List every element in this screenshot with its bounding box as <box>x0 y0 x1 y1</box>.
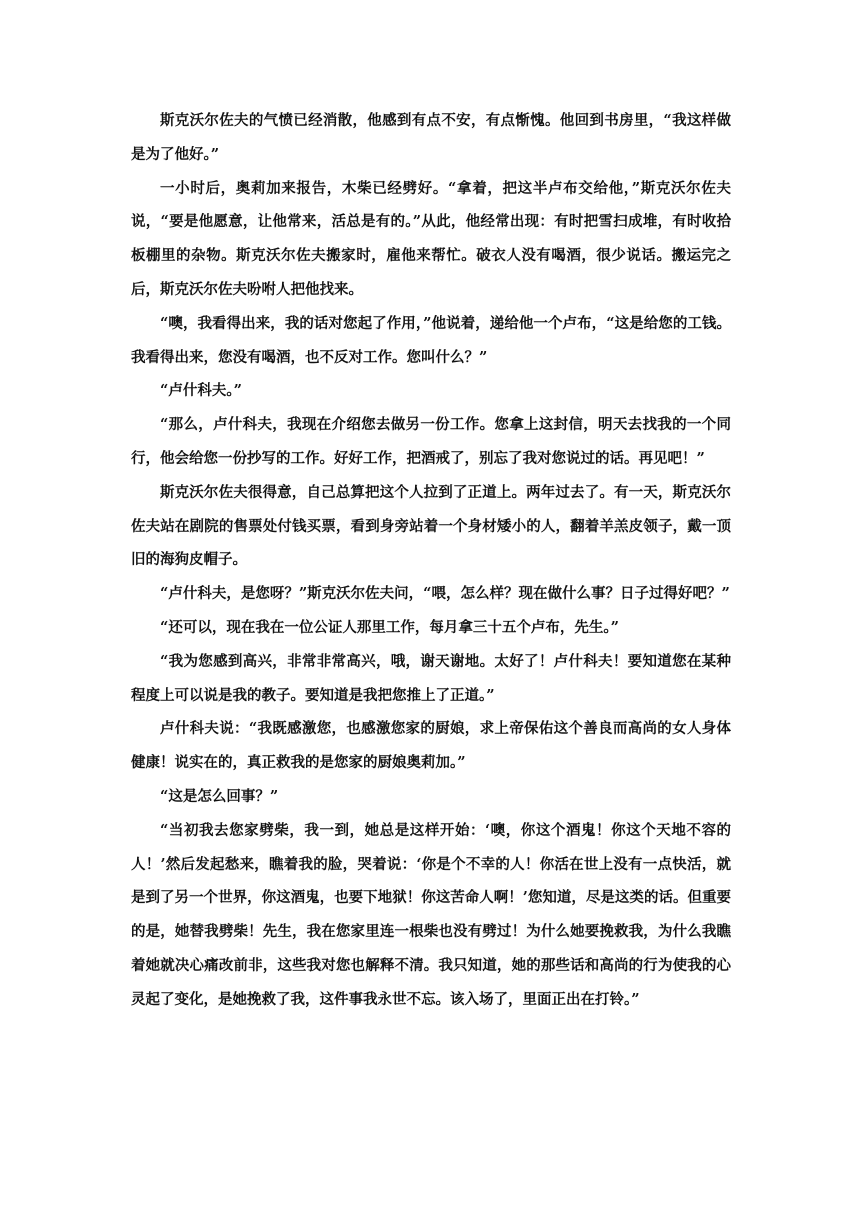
paragraph: 斯克沃尔佐夫的气愤已经消散，他感到有点不安，有点惭愧。他回到书房里，“我这样做是为了他好。” <box>131 112 731 163</box>
paragraph: “卢什科夫。” <box>160 382 242 400</box>
paragraph: “这是怎么回事？” <box>160 787 279 805</box>
paragraph: “噢，我看得出来，我的话对您起了作用，”他说着，递给他一个卢布，“这是给您的工钱。我看得出来，您没有喝酒，也不反对工作。您叫什么？” <box>131 314 731 366</box>
paragraph: “卢什科夫，是您呀？”斯克沃尔佐夫问，“喂，怎么样？现在做什么事？日子过得好吧？” <box>160 585 730 603</box>
paragraph: “还可以，现在我在一位公证人那里工作，每月拿三十五个卢布，先生。” <box>160 618 619 636</box>
paragraph: 卢什科夫说：“我既感激您，也感激您家的厨娘，求上帝保佑这个善良而高尚的女人身体健康！说实在的，真正救我的是您家的厨娘奥莉加。” <box>131 720 731 772</box>
paragraph: 斯克沃尔佐夫很得意，自己总算把这个人拉到了正道上。两年过去了。有一天，斯克沃尔佐夫站在剧院的售票处付钱买票，看到身旁站着一个身材矮小的人，翻着羊羔皮领子，戴一顶旧的海狗皮帽子。 <box>131 483 731 569</box>
paragraph: “当初我去您家劈柴，我一到，她总是这样开始：‘噢，你这个酒鬼！你这个天地不容的人！’然后发起愁来，瞧着我的脸，哭着说：‘你是个不幸的人！你活在世上没有一点快活，就是到了另一个世界，你这酒鬼，也要下地狱！你这苦命人啊！’您知道，尽是这类的话。但重要的是，她替我劈柴！先生，我在您家里连一根柴也没有劈过！为什么她要挽救我，为什么我瞧着她就决心痛改前非，这些我对您也解释不清。我只知道，她的那些话和高尚的行为使我的心灵起了变化，是她挽救了我，这件事我永世不忘。该入场了，里面正出在打铃。” <box>131 821 731 1008</box>
paragraph: “我为您感到高兴，非常非常高兴，哦，谢天谢地。太好了！卢什科夫！要知道您在某种程度上可以说是我的教子。要知道是我把您推上了正道。” <box>131 652 731 704</box>
paragraph: “那么，卢什科夫，我现在介绍您去做另一份工作。您拿上这封信，明天去找我的一个同行，他会给您一份抄写的工作。好好工作，把酒戒了，别忘了我对您说过的话。再见吧！” <box>131 416 731 467</box>
document-body <box>131 104 731 1017</box>
paragraph: 一小时后，奥莉加来报告，木柴已经劈好。“拿着，把这半卢布交给他，”斯克沃尔佐夫说，“要是他愿意，让他常来，活总是有的。”从此，他经常出现：有时把雪扫成堆，有时收拾板棚里的杂物。斯克沃尔佐夫搬家时，雇他来帮忙。破衣人没有喝酒，很少说话。搬运完之后，斯克沃尔佐夫吩咐人把他找来。 <box>131 179 731 298</box>
